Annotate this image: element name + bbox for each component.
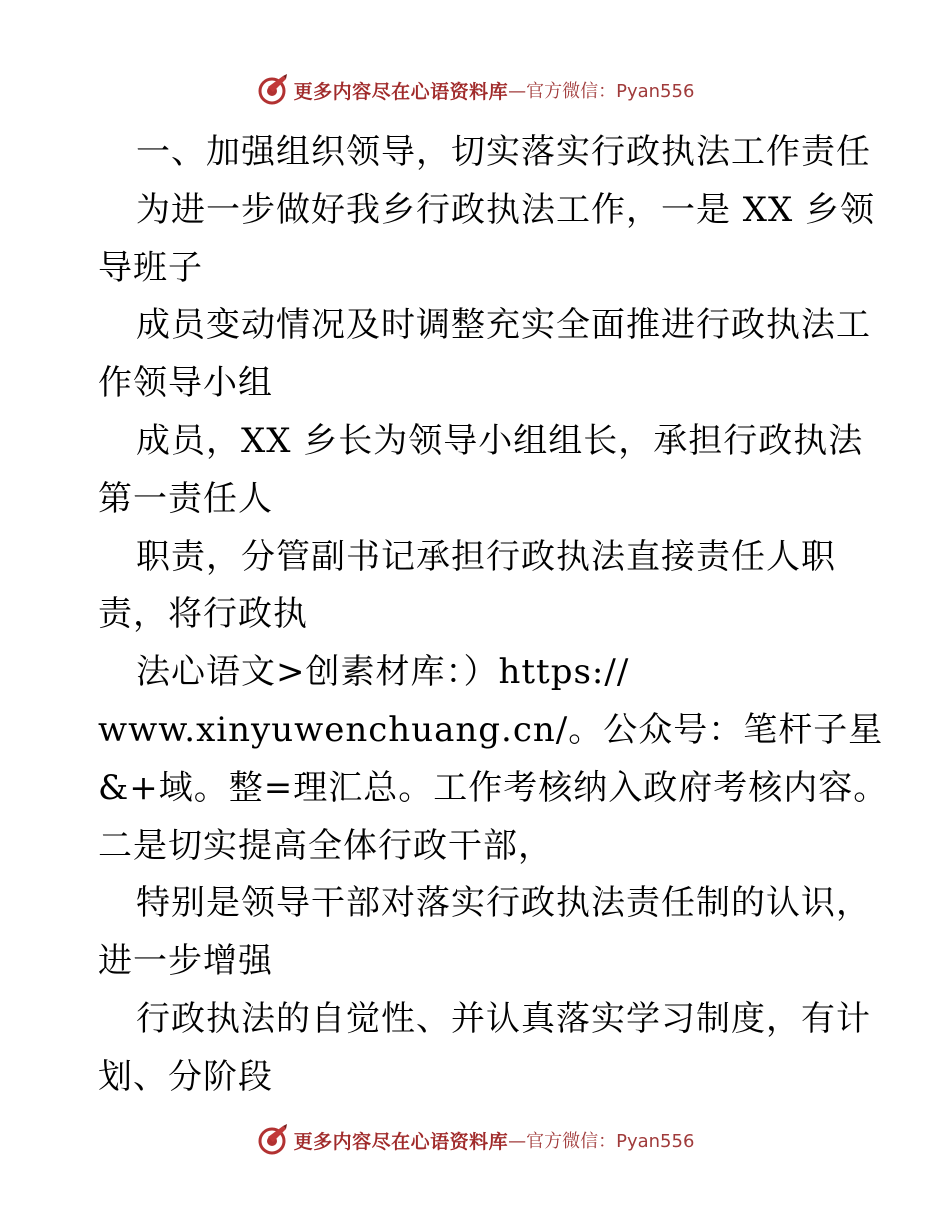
document-body bbox=[98, 124, 889, 1107]
text-line: 行政执法的自觉性、并认真落实学习制度，有计 bbox=[136, 998, 871, 1039]
header-banner-contact: —官方微信：Pyan556 bbox=[508, 81, 695, 102]
text-line: 成员变动情况及时调整充实全面推进行政执法工 bbox=[136, 305, 871, 346]
footer-banner bbox=[0, 1120, 950, 1160]
text-line: www.xinyuwenchuang.cn/。公众号：笔杆子星 bbox=[98, 709, 884, 750]
text-line: 责，将行政执 bbox=[98, 594, 308, 635]
text-line: 进一步增强 bbox=[98, 941, 273, 982]
text-line: 第一责任人 bbox=[98, 478, 273, 519]
text-line: 法心语文>创素材库：）https:// bbox=[136, 652, 630, 693]
text-line: 导班子 bbox=[98, 247, 203, 288]
text-line: 特别是领导干部对落实行政执法责任制的认识， bbox=[136, 883, 871, 924]
footer-banner-title: 更多内容尽在心语资料库 bbox=[293, 1130, 509, 1153]
footer-banner-contact: —官方微信：Pyan556 bbox=[508, 1131, 695, 1152]
text-line: 二是切实提高全体行政干部， bbox=[98, 825, 553, 866]
brand-logo-icon bbox=[256, 73, 290, 107]
text-line: 作领导小组 bbox=[98, 363, 273, 404]
header-banner-title: 更多内容尽在心语资料库 bbox=[293, 80, 509, 103]
brand-logo-icon bbox=[256, 1123, 290, 1157]
text-line: 职责，分管副书记承担行政执法直接责任人职 bbox=[136, 536, 836, 577]
text-line: 划、分阶段 bbox=[98, 1056, 273, 1097]
text-line: &+域。整=理汇总。工作考核纳入政府考核内容。 bbox=[98, 767, 889, 808]
text-line: 一、加强组织领导，切实落实行政执法工作责任 bbox=[136, 132, 871, 172]
text-line: 为进一步做好我乡行政执法工作，一是 XX 乡领 bbox=[136, 189, 876, 230]
text-line: 成员，XX 乡长为领导小组组长，承担行政执法 bbox=[136, 420, 864, 461]
header-banner bbox=[0, 70, 950, 110]
